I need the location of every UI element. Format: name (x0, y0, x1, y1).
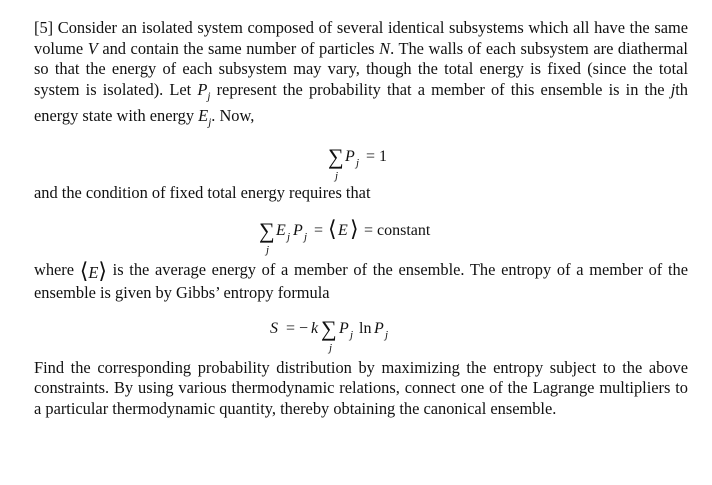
average-energy-paragraph: where ⟨E⟩ is the average energy of a member of the ensemble. The entropy of a member of the ensemble is given by Gibbs’ entropy formula (34, 257, 688, 303)
normalization-equation: ∑ P j = 1 j (328, 144, 388, 183)
sum-symbol: ∑ (321, 315, 337, 341)
energy-constraint-equation: ∑ E j P j = ⟨ E ⟩ = constant j (259, 215, 431, 256)
problem-intro-paragraph: [5] Consider an isolated system composed of several identical subsystems which all have the same volume V and contain the same number of particles N. The walls of each subsystem are diathermal so that the energy of each subsystem may vary, though the total energy is fixed (since the total system is isolated). Let $P_j$ represent the probability that a member of this ensemble is in the jth energy state with energy $E_j$. Now, (34, 18, 688, 129)
average-energy-symbol: ⟨E⟩ (79, 257, 107, 283)
sum-symbol: ∑ (328, 144, 344, 170)
energy-condition-text: and the condition of fixed total energy requires that (34, 183, 371, 203)
task-paragraph: Find the corresponding probability distribution by maximizing the entropy subject to the above constraints. By using various thermodynamic relations, connect one of the Lagrange multipliers to a particular thermodynamic quantity, thereby obtaining the canonical ensemble. (34, 357, 688, 418)
volume-symbol: V (87, 38, 98, 58)
gibbs-entropy-equation: S = − k ∑ P j ln P j j (270, 315, 389, 354)
problem-number: [5] (34, 18, 54, 37)
sum-symbol: ∑ (259, 217, 275, 243)
particle-number-symbol: N (379, 38, 391, 58)
